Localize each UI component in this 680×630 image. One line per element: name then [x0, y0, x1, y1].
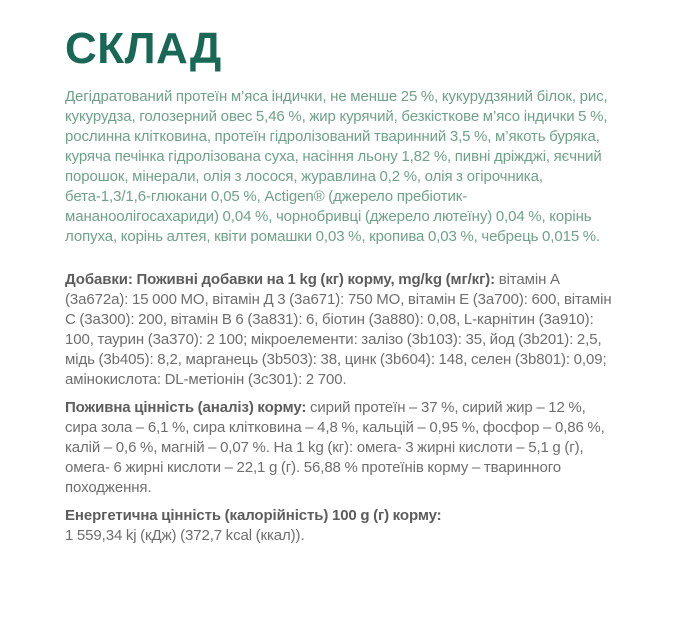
nutrition-text: сирий протеїн – 37 %, сирий жир – 12 %, сира зола – 6,1 %, сира клітковина – 4,8 %, кальцій – 0,95 %, фосфор – 0,86 %, калій – 0,6 %, магній – 0,07 %. На 1 kg (кг): омега- 3 жирні кислоти – 5,1 g (г), омега- 6 жирні кислоти – 22,1 g (г). 56,88 % протеїнів корму – тваринного походження. [65, 399, 605, 496]
additives-text: вітамін А (3a672a): 15 000 МО, вітамін Д 3 (3a671): 750 МО, вітамін Е (3a700): 600, вітамін С (3a300): 200, вітамін В 6 (3a831): 6, біотин (3a880): 0,08, L-карнітин (3a910): 100, таурин (3a370): 2 100; мікроелементи: залізо (3b103): 35, йод (3b201): 2,5, мідь (3b405): 8,2, марганець (3b503): 38, цинк (3b604): 148, селен (3b801): 0,09; амінокислота: DL-метіонін (3c301): 2 700. [65, 271, 612, 388]
page-title: СКЛАД [65, 24, 222, 73]
nutrition-paragraph [65, 398, 616, 498]
energy-value: 1 559,34 kj (кДж) (372,7 kcal (ккал)). [65, 527, 305, 544]
additives-label: Добавки: Поживні добавки на 1 kg (кг) корму, mg/kg (мг/кг): [65, 271, 496, 288]
additives-paragraph [65, 270, 616, 390]
ingredients-paragraph: Дегідратований протеїн м’яса індички, не менше 25 %, кукурудзяний білок, рис, кукурудза, голозерний овес 5,46 %, жир курячий, безкісткове м’ясо індички 5 %, рослинна клітковина, протеїн гідролізований тваринний 3,5 %, м’якоть буряка, куряча печінка гідролізована суха, насіння льону 1,82 %, пивні дріжджі, яєчний порошок, мінерали, олія з лосося, журавлина 0,2 %, олія з огірочника, бета-1,3/1,6-глюкани 0,05 %, Actigen® (джерело пребіотик-мананоолігосахариди) 0,04 %, чорнобривці (джерело лютеїну) 0,04 %, корінь лопуха, корінь алтея, квіти ромашки 0,03 %, кропива 0,03 %, чебрець 0,015 %. [65, 88, 608, 245]
nutrition-label: Поживна цінність (аналіз) корму: [65, 399, 307, 416]
energy-label: Енергетична цінність (калорійність) 100 g (г) корму: [65, 507, 442, 524]
energy-paragraph [65, 506, 616, 546]
